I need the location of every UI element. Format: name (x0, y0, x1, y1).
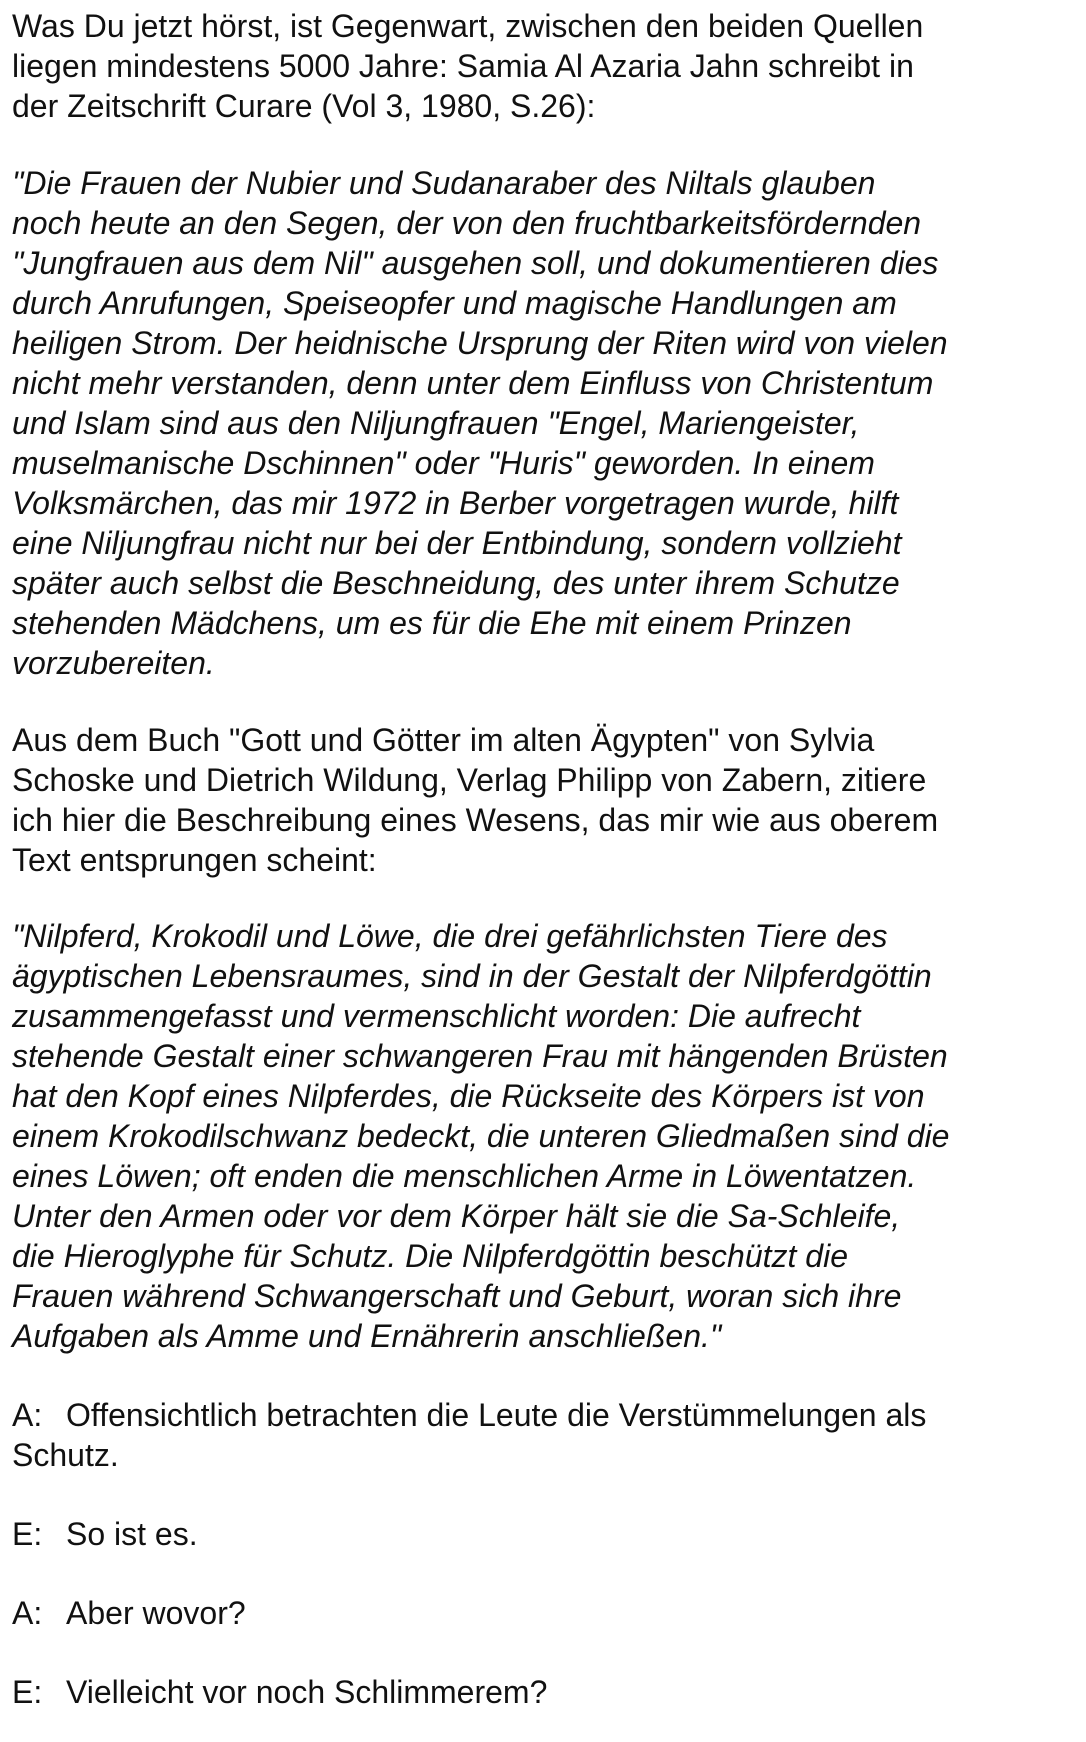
paragraph-gap (12, 1475, 1078, 1514)
text-line: Was Du jetzt hörst, ist Gegenwart, zwischen den beiden Quellen (12, 8, 924, 44)
document-page (12, 6, 1078, 1712)
text-line: nicht mehr verstanden, denn unter dem Einfluss von Christentum (12, 365, 934, 401)
speaker-label: A: (12, 1595, 43, 1631)
text-line: muselmanische Dschinnen" oder "Huris" geworden. In einem (12, 445, 875, 481)
text-line: Volksmärchen, das mir 1972 in Berber vorgetragen wurde, hilft (12, 485, 899, 521)
paragraph-gap (12, 880, 1078, 916)
text-line: eines Löwen; oft enden die menschlichen Arme in Löwentatzen. (12, 1158, 917, 1194)
dialog-text (12, 1395, 1078, 1435)
dialog-content: Aber wovor? (66, 1595, 246, 1631)
text-line: durch Anrufungen, Speiseopfer und magische Handlungen am (12, 285, 897, 321)
text-line: ägyptischen Lebensraumes, sind in der Gestalt der Nilpferdgöttin (12, 958, 932, 994)
paragraph-gap (12, 1633, 1078, 1672)
text-line: vorzubereiten. (12, 645, 215, 681)
text-line: liegen mindestens 5000 Jahre: Samia Al Azaria Jahn schreibt in (12, 48, 914, 84)
speaker-label: A: (12, 1397, 43, 1433)
text-line: eine Niljungfrau nicht nur bei der Entbindung, sondern vollzieht (12, 525, 902, 561)
text-line: Aus dem Buch "Gott und Götter im alten Ägypten" von Sylvia (12, 722, 875, 758)
dialog-content: So ist es. (66, 1516, 198, 1552)
text-line: Aufgaben als Amme und Ernährerin anschließen." (12, 1318, 722, 1354)
dialog-text: Schutz. (12, 1437, 119, 1473)
dialog-line (12, 1593, 1078, 1633)
text-line: die Hieroglyphe für Schutz. Die Nilpferdgöttin beschützt die (12, 1238, 848, 1274)
text-line: hat den Kopf eines Nilpferdes, die Rückseite des Körpers ist von (12, 1078, 925, 1114)
text-line: "Die Frauen der Nubier und Sudanaraber des Niltals glauben (12, 165, 876, 201)
text-line: heiligen Strom. Der heidnische Ursprung der Riten wird von vielen (12, 325, 948, 361)
dialog-content: Offensichtlich betrachten die Leute die Verstümmelungen als (66, 1397, 927, 1433)
dialog-content: Vielleicht vor noch Schlimmerem? (66, 1674, 548, 1710)
text-line: stehende Gestalt einer schwangeren Frau mit hängenden Brüsten (12, 1038, 948, 1074)
text-line: Unter den Armen oder vor dem Körper hält sie die Sa-Schleife, (12, 1198, 901, 1234)
intro-paragraph (12, 6, 1078, 126)
text-line: zusammengefasst und vermenschlicht worden: Die aufrecht (12, 998, 861, 1034)
dialog-text (12, 1514, 1078, 1554)
text-line: "Nilpferd, Krokodil und Löwe, die drei gefährlichsten Tiere des (12, 918, 888, 954)
quote-paragraph-nilpferdgoettin (12, 916, 1078, 1356)
paragraph-gap (12, 126, 1078, 163)
dialog-line (12, 1672, 1078, 1712)
speaker-label: E: (12, 1516, 43, 1552)
text-line: der Zeitschrift Curare (Vol 3, 1980, S.26): (12, 88, 596, 124)
text-line: ich hier die Beschreibung eines Wesens, das mir wie aus oberem (12, 802, 939, 838)
text-line: "Jungfrauen aus dem Nil" ausgehen soll, und dokumentieren dies (12, 245, 939, 281)
text-line: Frauen während Schwangerschaft und Geburt, woran sich ihre (12, 1278, 902, 1314)
dialog-line (12, 1514, 1078, 1554)
text-line: einem Krokodilschwanz bedeckt, die unteren Gliedmaßen sind die (12, 1118, 950, 1154)
text-line: noch heute an den Segen, der von den fruchtbarkeitsfördernden (12, 205, 922, 241)
text-line: Text entsprungen scheint: (12, 842, 377, 878)
quote-paragraph-jahn (12, 163, 1078, 683)
paragraph-gap (12, 1554, 1078, 1593)
text-line: und Islam sind aus den Niljungfrauen "Engel, Mariengeister, (12, 405, 860, 441)
text-line: später auch selbst die Beschneidung, des unter ihrem Schutze (12, 565, 900, 601)
dialog-line (12, 1395, 1078, 1475)
book-intro-paragraph (12, 720, 1078, 880)
dialog-text (12, 1593, 1078, 1633)
speaker-label: E: (12, 1674, 43, 1710)
text-line: stehenden Mädchens, um es für die Ehe mit einem Prinzen (12, 605, 852, 641)
dialog-text (12, 1672, 1078, 1712)
paragraph-gap (12, 1356, 1078, 1395)
text-line: Schoske und Dietrich Wildung, Verlag Philipp von Zabern, zitiere (12, 762, 927, 798)
paragraph-gap (12, 683, 1078, 720)
